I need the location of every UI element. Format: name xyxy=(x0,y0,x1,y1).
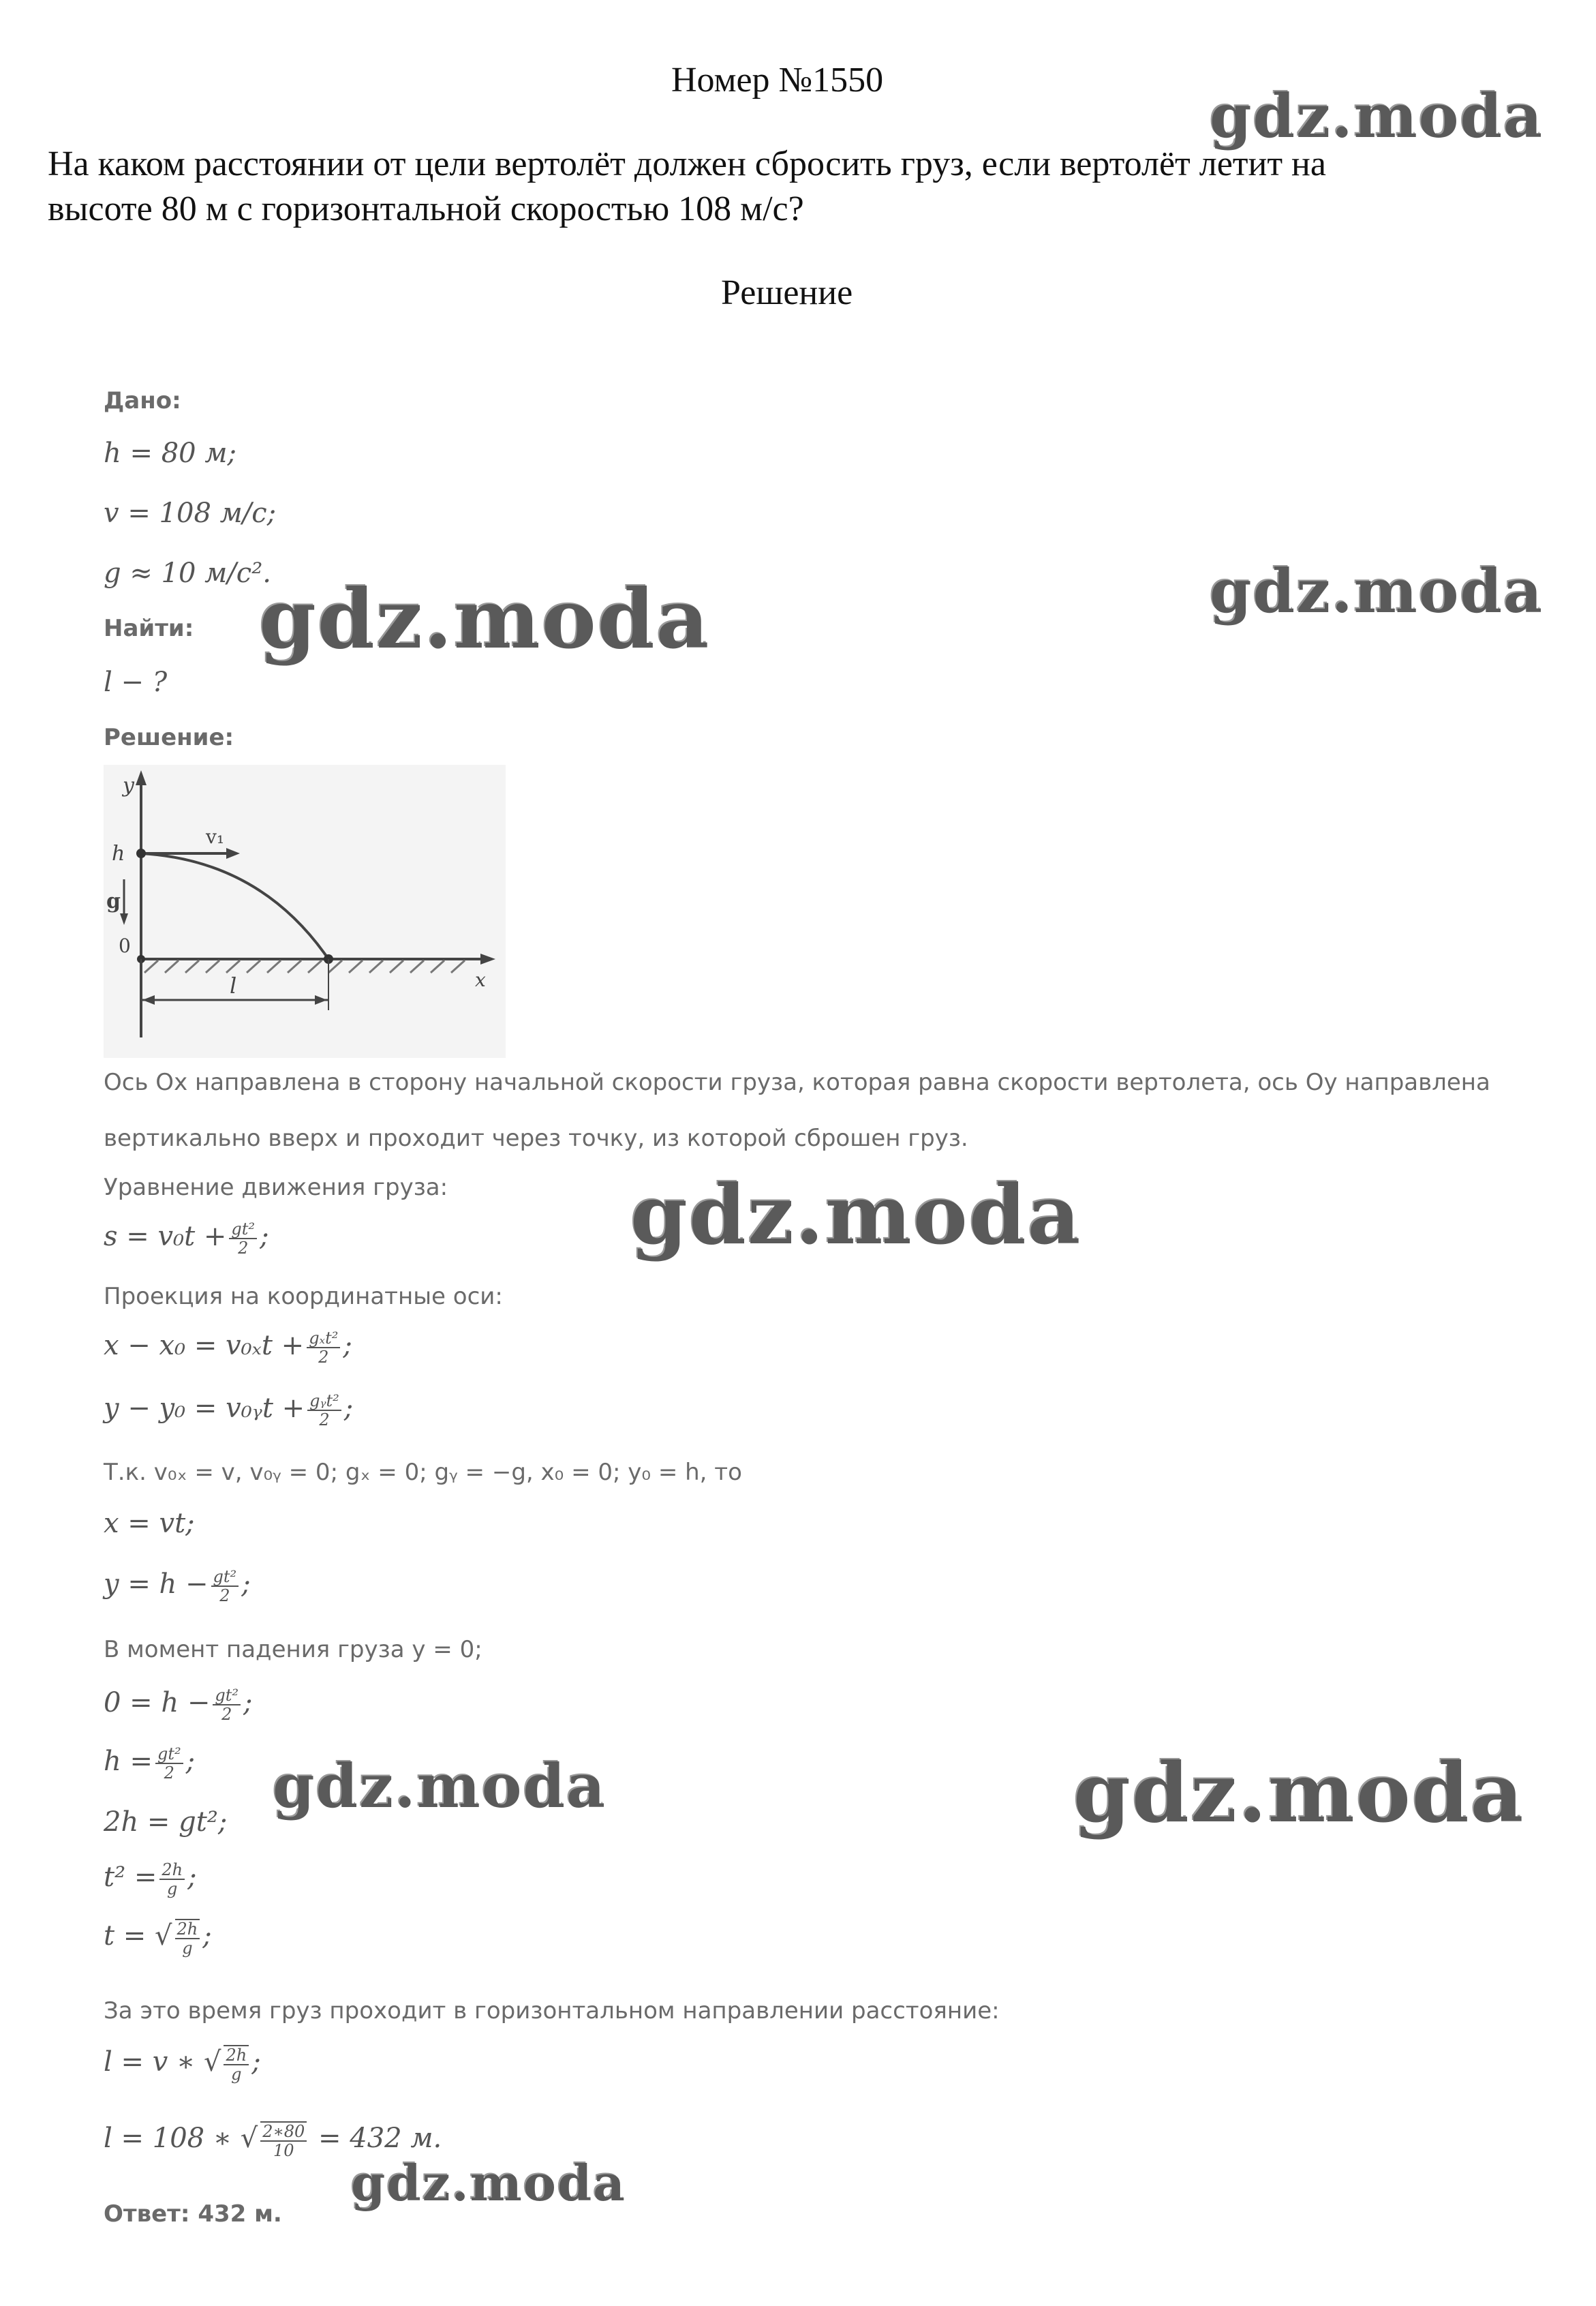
equation-s: s = v₀t + $\frac{\text{gt²}}{2}$ ; xyxy=(104,1219,269,1258)
equation-y-h: y = h − $\frac{\text{gt²}}{2}$ ; xyxy=(104,1567,251,1605)
equation-x-vt: x = vt; xyxy=(104,1508,195,1539)
l-label: l xyxy=(230,973,237,999)
equation-t2: t² = $\frac{2h}{g}$ ; xyxy=(104,1860,197,1898)
page-title: Номер №1550 xyxy=(671,61,884,100)
watermark-logo: gdz.moda xyxy=(1210,80,1544,151)
axes-text-1: Ось Ox направлена в сторону начальной скорости груза, которая равна скорости вертолета, ось Oy направлена xyxy=(104,1069,1490,1096)
origin-label: 0 xyxy=(119,935,131,957)
equation-l1: l = v ∗ √ $\frac{2h}{g}$ ; xyxy=(104,2046,261,2084)
y-axis-label: y xyxy=(123,774,134,798)
projection-label: Проекция на координатные оси: xyxy=(104,1283,503,1310)
question-line: На каком расстоянии от цели вертолёт должен сбросить груз, если вертолёт летит на xyxy=(48,145,1326,183)
answer: Ответ: 432 м. xyxy=(104,2200,282,2228)
find-value: l − ? xyxy=(104,667,168,698)
v1-label: v₁ xyxy=(206,825,225,848)
axes-text-2: вертикально вверх и проходит через точку, из которой сброшен груз. xyxy=(104,1125,968,1152)
equation-l2: l = 108 ∗ √ $\frac{2∗80}{10}$ = 432 м. xyxy=(104,2122,442,2160)
question-line: высоте 80 м с горизонтальной скоростью 108 м/с? xyxy=(48,189,804,228)
find-label: Найти: xyxy=(104,615,194,642)
equation-x: x − x₀ = v₀ₓt + $\frac{\text{gₓt²}}{2}$ ; xyxy=(104,1329,352,1367)
since-text: Т.к. v₀ₓ = v, v₀ᵧ = 0; gₓ = 0; gᵧ = −g, x₀ = 0; y₀ = h, то xyxy=(104,1459,742,1486)
watermark-logo: gdz.moda xyxy=(273,1750,607,1821)
watermark-logo: gdz.moda xyxy=(1073,1745,1525,1841)
distance-text: За это время груз проходит в горизонтальном направлении расстояние: xyxy=(104,1997,1000,2024)
h-label: h xyxy=(112,842,125,866)
equation-t: t = √ $\frac{2h}{g}$ ; xyxy=(104,1920,212,1958)
given-label: Дано: xyxy=(104,387,181,414)
equation-zero: 0 = h − $\frac{\text{gt²}}{2}$ ; xyxy=(104,1686,253,1724)
given-h: h = 80 м; xyxy=(104,438,236,469)
watermark-logo: gdz.moda xyxy=(259,571,711,667)
question xyxy=(48,142,1561,232)
motion-eq-label: Уравнение движения груза: xyxy=(104,1174,448,1201)
watermark-logo: gdz.moda xyxy=(1210,556,1544,626)
trajectory-figure xyxy=(104,765,506,1058)
watermark-logo: gdz.moda xyxy=(351,2154,626,2212)
watermark-logo: gdz.moda xyxy=(630,1167,1082,1263)
equation-y: y − y₀ = v₀ᵧt + $\frac{\text{gᵧt²}}{2}$ ; xyxy=(104,1391,354,1429)
moment-text: В момент падения груза y = 0; xyxy=(104,1636,482,1663)
solution-heading: Решение xyxy=(721,273,853,312)
equation-h: h = $\frac{\text{gt²}}{2}$ ; xyxy=(104,1744,196,1782)
given-g: g ≈ 10 м/с². xyxy=(104,558,271,589)
release-point xyxy=(136,849,146,858)
g-label: g xyxy=(106,890,121,913)
x-axis-label: x xyxy=(475,969,486,991)
solution-label: Решение: xyxy=(104,724,234,751)
given-v: v = 108 м/с; xyxy=(104,498,277,529)
equation-2h: 2h = gt²; xyxy=(104,1806,228,1838)
